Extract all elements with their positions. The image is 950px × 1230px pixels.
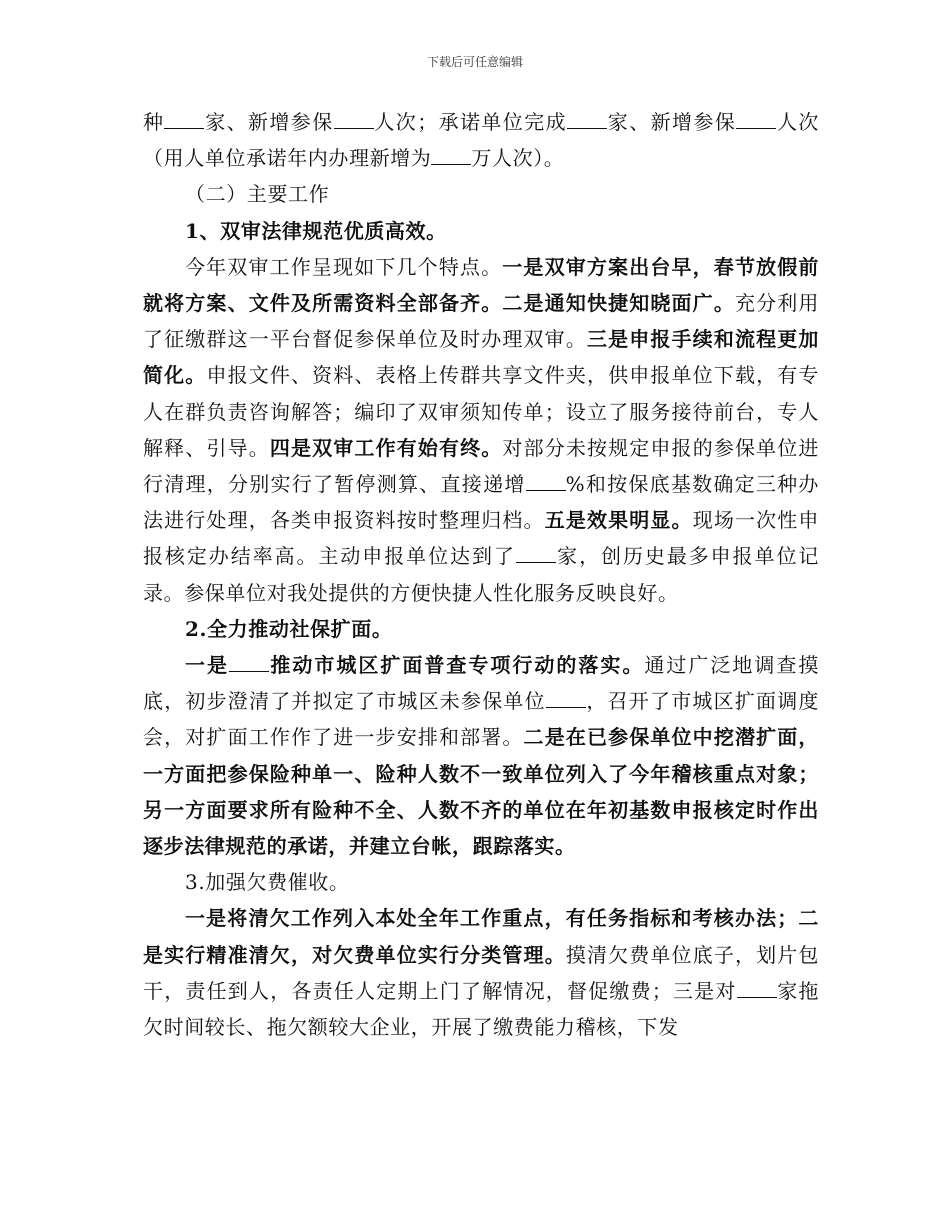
paragraph-expansion	[143, 647, 819, 864]
blank-underline	[737, 976, 777, 998]
text-run: 充分利用了征缴群这一平台督促参保单位及时办理双审。	[143, 291, 819, 352]
blank-underline	[567, 107, 607, 129]
item-heading-2: 2.全力推动社保扩面。	[185, 616, 393, 641]
text-run: ，召开了市城区扩面调度会，对扩面工作作了进一步安排和部署。	[143, 689, 819, 750]
bold-run: 一是	[185, 653, 229, 678]
text-run: 摸清欠费单位底子，划片包干，责任到人，各责任人定期上门了解情况，督促缴费；三是对	[143, 942, 820, 1003]
bold-run: 四是双审工作有始有终。	[269, 435, 503, 460]
paragraph-dual-review	[143, 249, 819, 611]
section-heading: （二）主要工作	[185, 182, 330, 207]
paragraph-arrears	[143, 900, 819, 1045]
blank-underline	[164, 107, 204, 129]
text-run: 种	[143, 110, 165, 134]
text-run: 人次；承诺单位完成	[373, 110, 567, 134]
bold-run: 推动市城区扩面普查专项行动的落实。	[269, 653, 645, 678]
blank-underline	[546, 686, 586, 708]
bold-run: 二是在已参保单位中挖潜扩面，一方面把参保险种单一、险种人数不一致单位列入了今年稽核重点对象；另一方面要求所有险种不全、人数不齐的单位在年初基数申报核定时作出逐步法律规范的承诺，并建立台帐，跟踪落实。	[143, 725, 819, 859]
bold-run: 一是将清欠工作列入本处全年工作重点，有任务指标和考核办法；二是实行精准清欠，对欠费单位实行分类管理。	[143, 906, 819, 967]
blank-underline	[526, 469, 566, 491]
blank-underline	[334, 107, 374, 129]
blank-underline	[516, 541, 556, 563]
document-body	[143, 104, 819, 1045]
item-heading-3: 3.加强欠费催收。	[185, 870, 350, 895]
page-header: 下载后可任意编辑	[426, 55, 523, 69]
bold-run: 三是申报手续和流程更加简化。	[143, 327, 819, 388]
text-run: （用人单位承诺年内办理新增为	[143, 146, 432, 171]
text-run: 万人次）。	[471, 146, 565, 171]
text-run: 今年双审工作呈现如下几个特点。	[185, 254, 503, 279]
text-run: 现场一次性申报核定办结率高。主动申报单位达到了	[143, 508, 819, 569]
blank-underline	[431, 143, 471, 165]
text-run: 家拖欠时间较长、拖欠额较大企业，开展了缴费能力稽核，下发	[143, 978, 819, 1040]
text-run: 家、新增参保	[607, 110, 737, 134]
text-run: 对部分未按规定申报的参保单位进行清理，分别实行了暂停测算、直接递增	[143, 435, 820, 497]
item-heading-1: 1、双审法律规范优质高效。	[185, 218, 447, 243]
text-run: %和按保底基数确定三种办法进行处理，各类申报资料按时整理归档。	[143, 472, 819, 533]
bold-run: 一是双审方案出台早，春节放假前就将方案、文件及所需资料全部备齐。二是通知快捷知晓面广。	[143, 254, 820, 316]
text-run: 家、新增参保	[204, 110, 334, 134]
blank-underline	[736, 107, 776, 129]
text-run: 通过广泛地调查摸底，初步澄清了并拟定了市城区未参保单位	[143, 653, 819, 714]
bold-run: 五是效果明显。	[544, 508, 693, 533]
text-run: 人次	[776, 110, 820, 134]
text-run: 家，创历史最多申报单位记录。参保单位对我处提供的方便快捷人性化服务反映良好。	[143, 544, 819, 605]
blank-underline	[229, 650, 269, 672]
paragraph-targets	[143, 104, 819, 176]
text-run: 申报文件、资料、表格上传群共享文件夹，供申报单位下载，有专人在群负责咨询解答；编印了双审须知传单；设立了服务接待前台，专人解释、引导。	[143, 363, 819, 460]
